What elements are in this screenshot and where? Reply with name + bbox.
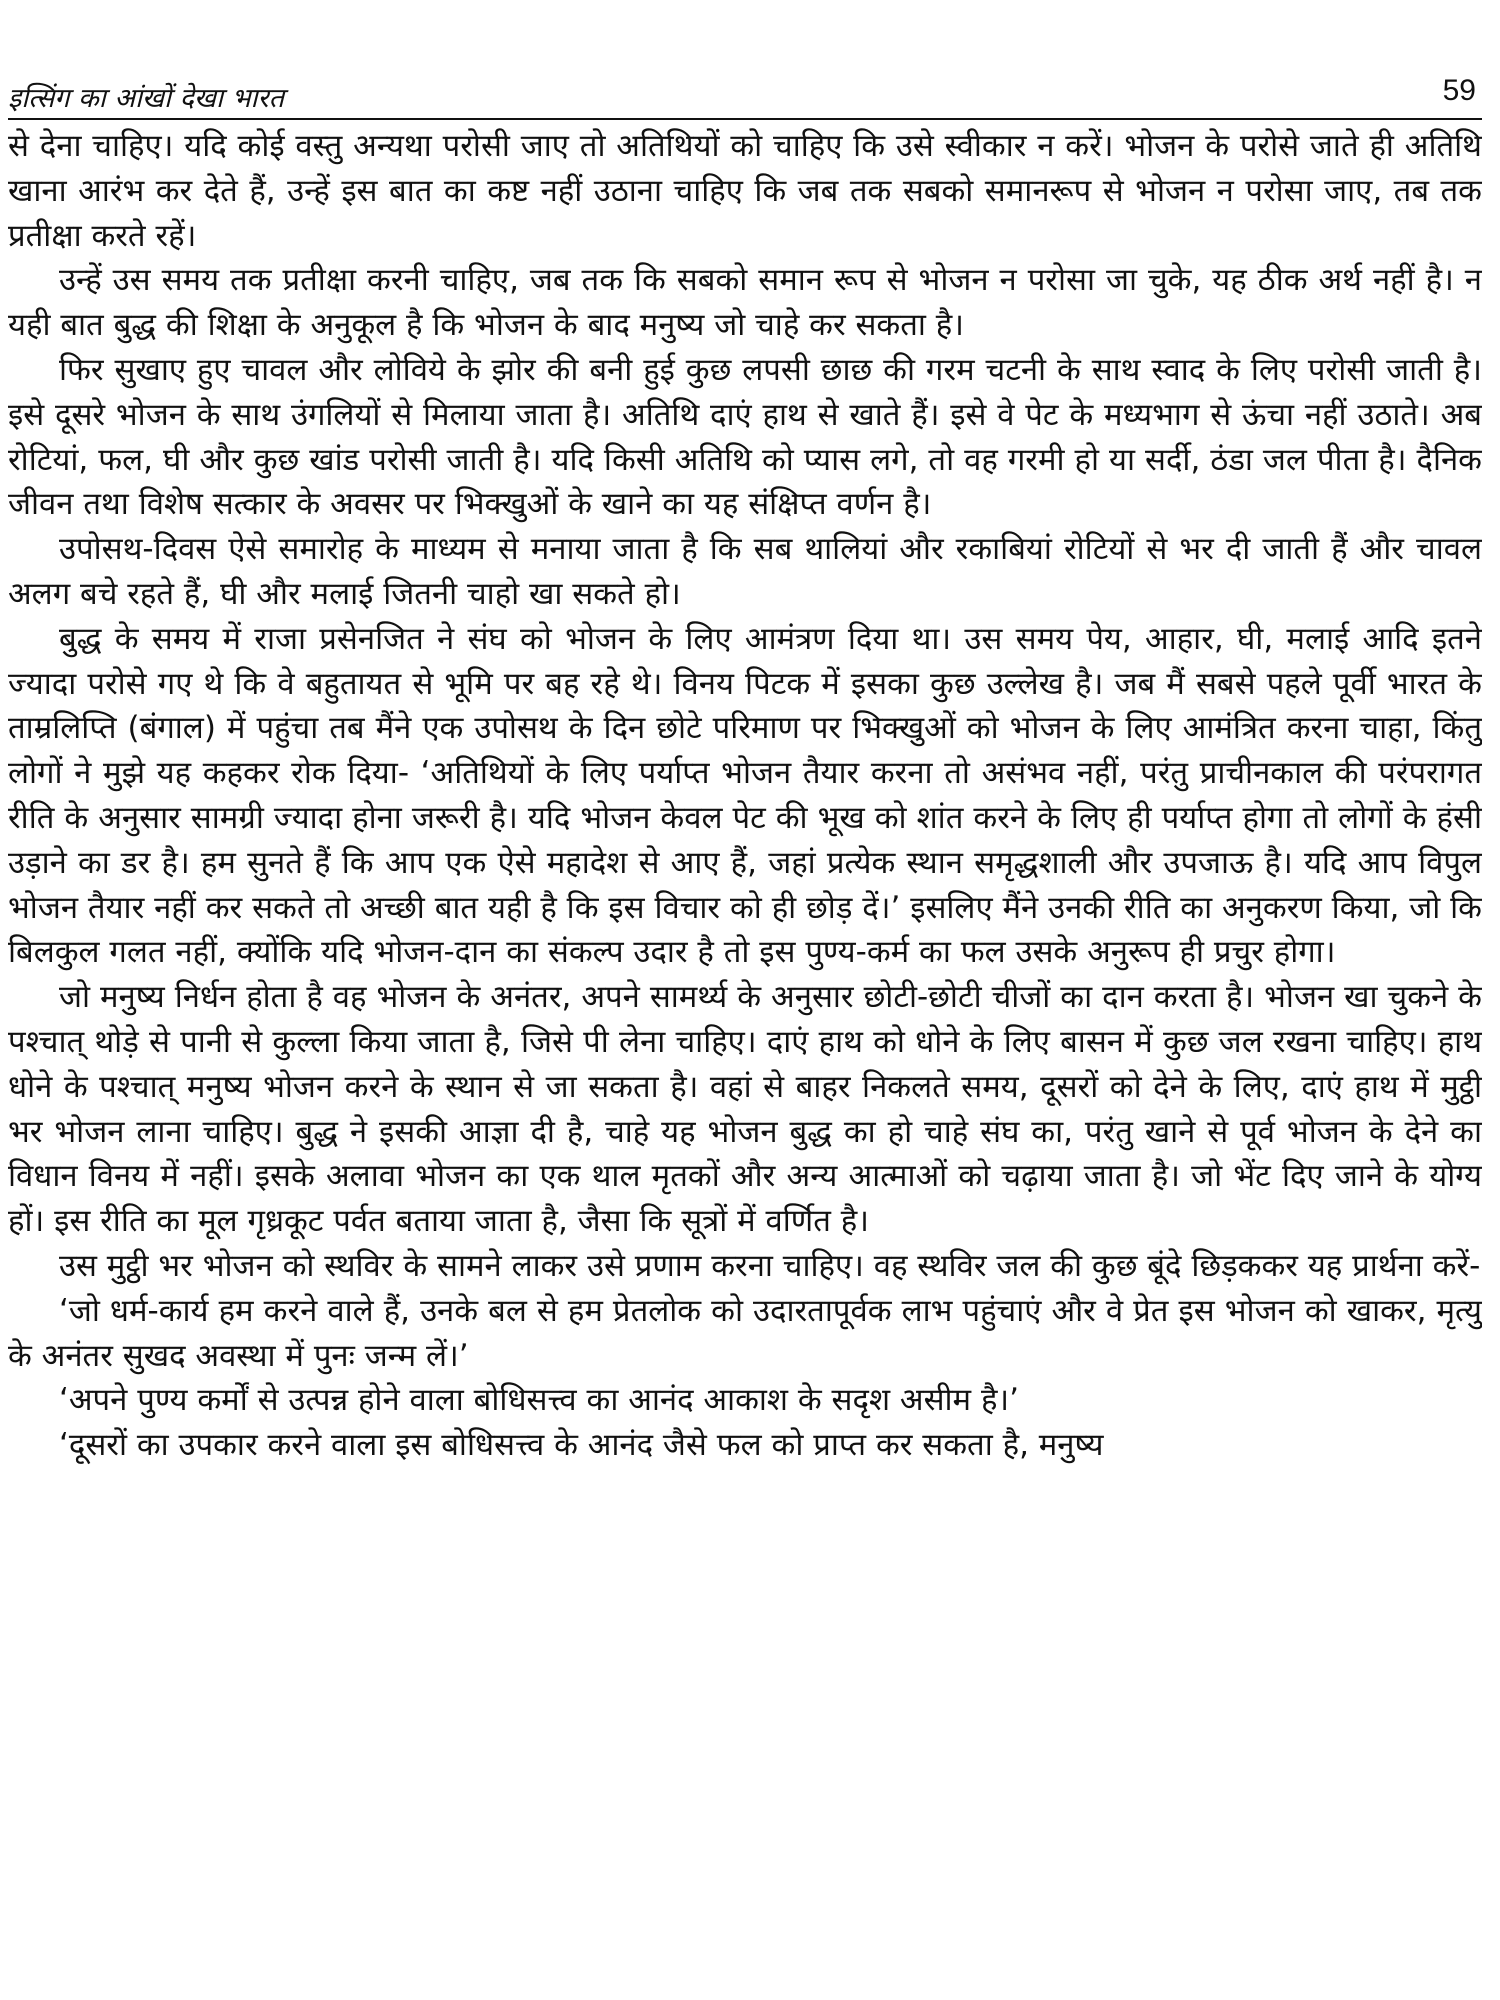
paragraph-1: से देना चाहिए। यदि कोई वस्तु अन्यथा परोसी जाए तो अतिथियों को चाहिए कि उसे स्वीकार न करें। भोजन के परोसे जाते ही अतिथि खाना आरंभ कर देते हैं, उन्हें इस बात का कष्ट नहीं उठाना चाहिए कि जब तक सबको समानरूप से भोजन न परोसा जाए, तब तक प्रतीक्षा करते रहें। <box>8 128 1482 254</box>
page-number: 59 <box>1442 74 1476 107</box>
paragraph-5: बुद्ध के समय में राजा प्रसेनजित ने संघ को भोजन के लिए आमंत्रण दिया था। उस समय पेय, आहार, घी, मलाई आदि इतने ज्यादा परोसे गए थे कि वे बहुतायत से भूमि पर बह रहे थे। विनय पिटक में इसका कुछ उल्लेख है। जब मैं सबसे पहले पूर्वी भारत के ताम्रलिप्ति (बंगाल) में पहुंचा तब मैंने एक उपोसथ के दिन छोटे परिमाण पर भिक्खुओं को भोजन के लिए आमंत्रित करना चाहा, किंतु लोगों ने मुझे यह कहकर रोक दिया- ‘अतिथियों के लिए पर्याप्त भोजन तैयार करना तो असंभव नहीं, परंतु प्राचीनकाल की परंपरागत रीति के अनुसार सामग्री ज्यादा होना जरूरी है। यदि भोजन केवल पेट की भूख को शांत करने के लिए ही पर्याप्त होगा तो लोगों के हंसी उड़ाने का डर है। हम सुनते हैं कि आप एक ऐसे महादेश से आए हैं, जहां प्रत्येक स्थान समृद्धशाली और उपजाऊ है। यदि आप विपुल भोजन तैयार नहीं कर सकते तो अच्छी बात यही है कि इस विचार को ही छोड़ दें।’ इसलिए मैंने उनकी रीति का अनुकरण किया, जो कि बिलकुल गलत नहीं, क्योंकि यदि भोजन-दान का संकल्प उदार है तो इस पुण्य-कर्म का फल उसके अनुरूप ही प्रचुर होगा। <box>8 620 1482 971</box>
paragraph-9: ‘अपने पुण्य कर्मों से उत्पन्न होने वाला बोधिसत्त्व का आनंद आकाश के सदृश असीम है।’ <box>59 1382 1020 1419</box>
running-title: इत्सिंग का आंखों देखा भारत <box>8 83 284 114</box>
paragraph-8: ‘जो धर्म-कार्य हम करने वाले हैं, उनके बल से हम प्रेतलोक को उदारतापूर्वक लाभ पहुंचाएं और वे प्रेत इस भोजन को खाकर, मृत्यु के अनंतर सुखद अवस्था में पुनः जन्म लें।’ <box>8 1292 1482 1374</box>
running-header <box>8 74 1482 120</box>
body-text <box>8 124 1482 1984</box>
paragraph-10: ‘दूसरों का उपकार करने वाला इस बोधिसत्त्व के आनंद जैसे फल को प्राप्त कर सकता है, मनुष्य <box>59 1427 1104 1464</box>
paragraph-7: उस मुट्ठी भर भोजन को स्थविर के सामने लाकर उसे प्रणाम करना चाहिए। वह स्थविर जल की कुछ बूंदे छिड़ककर यह प्रार्थना करें- <box>59 1247 1481 1284</box>
paragraph-3: फिर सुखाए हुए चावल और लोविये के झोर की बनी हुई कुछ लपसी छाछ की गरम चटनी के साथ स्वाद के लिए परोसी जाती है। इसे दूसरे भोजन के साथ उंगलियों से मिलाया जाता है। अतिथि दाएं हाथ से खाते हैं। इसे वे पेट के मध्यभाग से ऊंचा नहीं उठाते। अब रोटियां, फल, घी और कुछ खांड परोसी जाती है। यदि किसी अतिथि को प्यास लगे, तो वह गरमी हो या सर्दी, ठंडा जल पीता है। दैनिक जीवन तथा विशेष सत्कार के अवसर पर भिक्खुओं के खाने का यह संक्षिप्त वर्णन है। <box>8 351 1482 523</box>
paragraph-2: उन्हें उस समय तक प्रतीक्षा करनी चाहिए, जब तक कि सबको समान रूप से भोजन न परोसा जा चुके, यह ठीक अर्थ नहीं है। न यही बात बुद्ध की शिक्षा के अनुकूल है कि भोजन के बाद मनुष्य जो चाहे कर सकता है। <box>8 262 1482 344</box>
paragraph-4: उपोसथ-दिवस ऐसे समारोह के माध्यम से मनाया जाता है कि सब थालियां और रकाबियां रोटियों से भर दी जाती हैं और चावल अलग बचे रहते हैं, घी और मलाई जितनी चाहो खा सकते हो। <box>8 531 1482 612</box>
paragraph-6: जो मनुष्य निर्धन होता है वह भोजन के अनंतर, अपने सामर्थ्य के अनुसार छोटी-छोटी चीजों का दान करता है। भोजन खा चुकने के पश्चात् थोड़े से पानी से कुल्ला किया जाता है, जिसे पी लेना चाहिए। दाएं हाथ को धोने के लिए बासन में कुछ जल रखना चाहिए। हाथ धोने के पश्चात् मनुष्य भोजन करने के स्थान से जा सकता है। वहां से बाहर निकलते समय, दूसरों को देने के लिए, दाएं हाथ में मुट्ठी भर भोजन लाना चाहिए। बुद्ध ने इसकी आज्ञा दी है, चाहे यह भोजन बुद्ध का हो चाहे संघ का, परंतु खाने से पूर्व भोजन के देने का विधान विनय में नहीं। इसके अलावा भोजन का एक थाल मृतकों और अन्य आत्माओं को चढ़ाया जाता है। जो भेंट दिए जाने के योग्य हों। इस रीति का मूल गृध्रकूट पर्वत बताया जाता है, जैसा कि सूत्रों में वर्णित है। <box>8 979 1482 1240</box>
